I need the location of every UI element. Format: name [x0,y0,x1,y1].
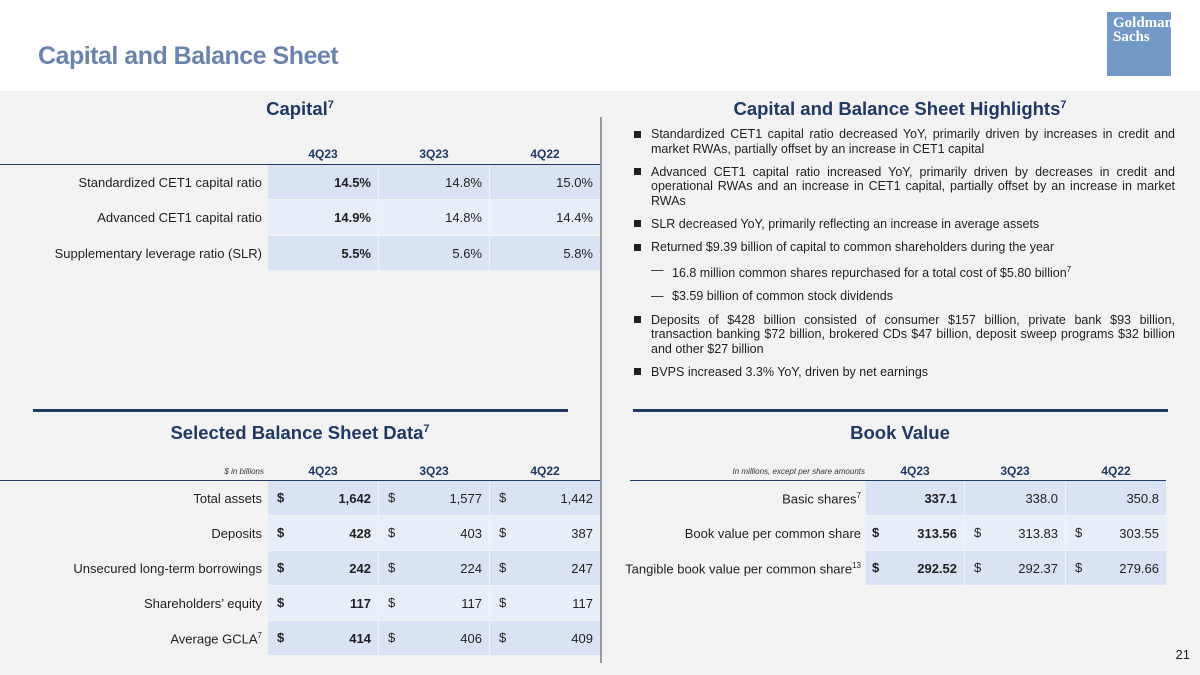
value-cell: $ 403 [379,516,489,550]
value-cell: $ 292.52 [866,551,964,585]
row-label: Shareholders’ equity [143,596,262,611]
row-label: Average GCLA$^7$ [170,631,262,647]
value-cell: $ 406 [379,621,489,655]
page-title: Capital and Balance Sheet [38,42,339,70]
value-cell: $ 409 [490,621,600,655]
row-label: Total assets [193,491,262,506]
highlight-bullet: Returned $9.39 billion of capital to common shareholders during the year [634,240,1175,255]
square-bullet-icon [634,368,641,375]
highlight-bullet: Standardized CET1 capital ratio decreased YoY, primarily driven by increases in credit and market RWAs, partially offset by an increase in CET1 capital [634,127,1175,156]
value-cell: $ 292.37 [965,551,1065,585]
capital-col-3q23: 3Q23 [419,147,449,161]
value-cell: $ 224 [379,551,489,585]
balance-sheet-unit-note: $ in billions [224,467,264,476]
highlights-title: Capital and Balance Sheet Highlights$^7$ [733,98,1067,119]
capital-title: Capital$^7$ [266,98,334,119]
row-label: Deposits [211,526,262,541]
section-rule-right [633,409,1168,412]
dash-bullet-icon: — [651,289,664,304]
balance-sheet-title: Selected Balance Sheet Data$^7$ [170,422,430,443]
value-cell: $ 428 [268,516,378,550]
vertical-divider [600,117,602,663]
row-label: Standardized CET1 capital ratio [78,175,262,190]
value-cell: 14.9% [268,200,378,234]
square-bullet-icon [634,244,641,251]
highlight-bullet: SLR decreased YoY, primarily reflecting an increase in average assets [634,217,1175,232]
balance-col-4q23: 4Q23 [308,464,338,478]
value-cell: $ 242 [268,551,378,585]
highlight-sub-bullet: — 16.8 million common shares repurchased for a total cost of $5.80 billion$^7$ [651,263,1072,281]
value-cell: $ 313.56 [866,516,964,550]
value-cell: $ 1,577 [379,481,489,515]
value-cell: $ 117 [490,586,600,620]
dash-bullet-icon: — [651,263,664,278]
book-col-3q23: 3Q23 [1000,464,1030,478]
value-cell: 5.8% [490,236,600,270]
capital-col-4q22: 4Q22 [530,147,560,161]
square-bullet-icon [634,131,641,138]
square-bullet-icon [634,220,641,227]
capital-col-4q23: 4Q23 [308,147,338,161]
goldman-sachs-logo: Goldman Sachs [1107,12,1171,76]
value-cell: $ 117 [379,586,489,620]
value-cell: 337.1 [866,481,964,515]
value-cell: $ 1,642 [268,481,378,515]
value-cell: 350.8 [1066,481,1166,515]
value-cell: 14.5% [268,165,378,199]
section-rule-left [33,409,568,412]
value-cell: 338.0 [965,481,1065,515]
highlights-list [634,127,1175,388]
value-cell: $ 414 [268,621,378,655]
balance-col-4q22: 4Q22 [530,464,560,478]
value-cell: $ 1,442 [490,481,600,515]
value-cell: $ 313.83 [965,516,1065,550]
book-col-4q22: 4Q22 [1101,464,1131,478]
value-cell: $ 303.55 [1066,516,1166,550]
row-label: Unsecured long-term borrowings [73,561,262,576]
book-col-4q23: 4Q23 [900,464,930,478]
value-cell: 14.8% [379,200,489,234]
row-label: Supplementary leverage ratio (SLR) [54,246,262,261]
highlight-bullet: BVPS increased 3.3% YoY, driven by net earnings [634,365,1175,380]
highlight-bullet: Advanced CET1 capital ratio increased YoY, primarily driven by decreases in credit and operational RWAs and an increase in CET1 capital, partially offset by an increase in market RWAs [634,165,1175,209]
value-cell: 14.8% [379,165,489,199]
value-cell: $ 279.66 [1066,551,1166,585]
value-cell: $ 117 [268,586,378,620]
value-cell: $ 387 [490,516,600,550]
value-cell: $ 247 [490,551,600,585]
book-value-title: Book Value [850,422,950,443]
square-bullet-icon [634,316,641,323]
row-label: Tangible book value per common share$^{13}$ [625,561,861,577]
row-label: Advanced CET1 capital ratio [97,210,262,225]
square-bullet-icon [634,168,641,175]
value-cell: 5.6% [379,236,489,270]
value-cell: 5.5% [268,236,378,270]
value-cell: 15.0% [490,165,600,199]
value-cell: 14.4% [490,200,600,234]
highlight-bullet: Deposits of $428 billion consisted of consumer $157 billion, private bank $93 billion, transaction banking $72 billion, brokered CDs $47 billion, deposit sweep programs $32 billion and other $27 billion [634,313,1175,357]
row-label: Basic shares$^7$ [782,491,861,507]
page-number: 21 [1175,647,1190,662]
book-value-unit-note: In millions, except per share amounts [732,467,865,476]
row-label: Book value per common share [684,526,861,541]
balance-col-3q23: 3Q23 [419,464,449,478]
highlight-sub-bullet: — $3.59 billion of common stock dividends [651,289,893,304]
